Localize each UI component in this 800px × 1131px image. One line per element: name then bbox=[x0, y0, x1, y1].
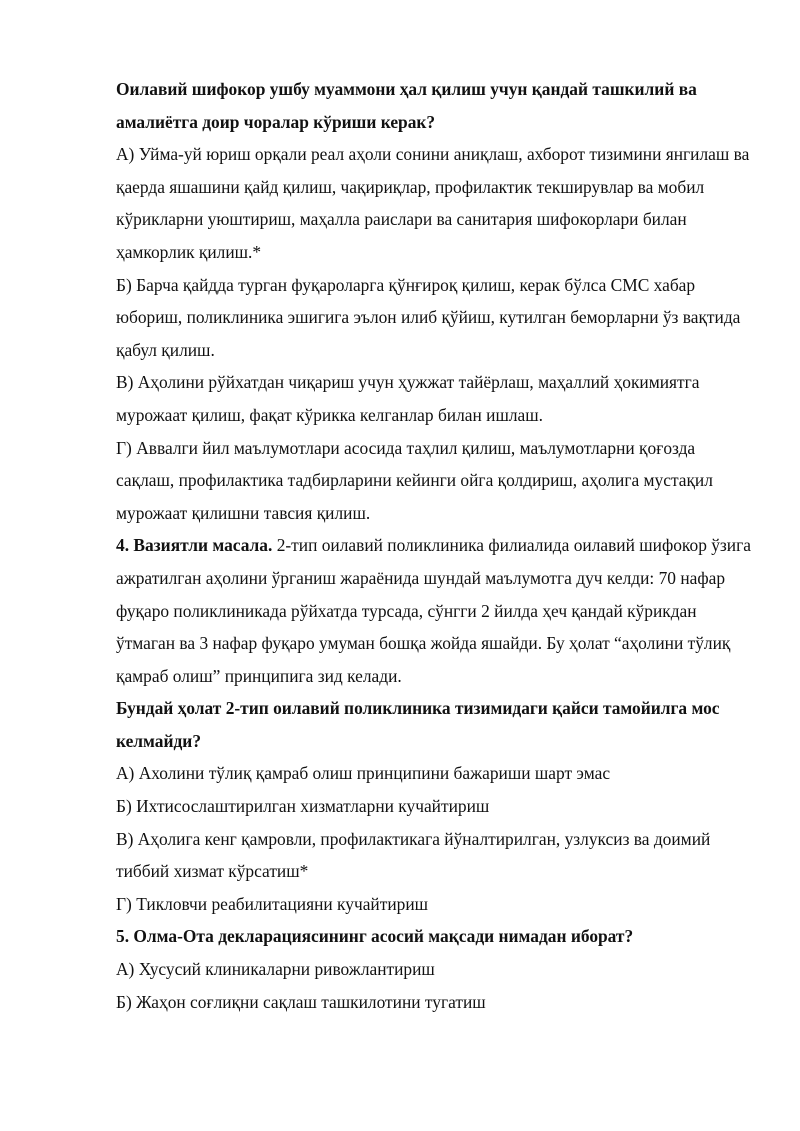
question-4-case-text: 2-тип оилавий поликлиника филиалида оилавий шифокор ўзига ажратилган аҳолини ўрганиш жараёнида шундай маълумотга дуч келди: 70 нафар фуқаро поликлиникада рўйхатда турсада, сўнгги 2 йилда ҳеч қандай кўрикдан ўтмаган ва 3 нафар фуқаро умуман бошқа жойда яшайди. Бу ҳолат “аҳолини тўлиқ қамраб олиш” принципига зид келади. bbox=[116, 535, 751, 686]
question-3-option-g: Г) Аввалги йил маълумотлари асосида таҳлил қилиш, маълумотларни қоғозда сақлаш, профилактика тадбирларини кейинги ойга қолдириш, аҳолига мустақил мурожаат қилишни тавсия қилиш. bbox=[116, 437, 713, 523]
question-4-title: 4. Вазиятли масала. bbox=[116, 535, 273, 556]
question-5-option-a: А) Хусусий клиникаларни ривожлантириш bbox=[116, 959, 435, 980]
question-4-option-v: В) Аҳолига кенг қамровли, профилактикага йўналтирилган, узлуксиз ва доимий тиббий хизмат кўрсатиш* bbox=[116, 828, 711, 882]
question-4-option-a: А) Ахолини тўлиқ қамраб олиш принципини бажариши шарт эмас bbox=[116, 763, 611, 784]
question-4-case bbox=[116, 529, 756, 692]
question-4-option-g: Г) Тикловчи реабилитацияни кучайтириш bbox=[116, 893, 429, 914]
question-5-option-b: Б) Жаҳон соғлиқни сақлаш ташкилотини тугатиш bbox=[116, 991, 486, 1012]
question-3-option-v: В) Аҳолини рўйхатдан чиқариш учун ҳужжат тайёрлаш, маҳаллий ҳокимиятга мурожаат қилиш, фақат кўрикка келганлар билан ишлаш. bbox=[116, 372, 700, 425]
question-3-text: Оилавий шифокор ушбу муаммони ҳал қилиш учун қандай ташкилий ва амалиётга доир чоралар кўриши керак? bbox=[116, 79, 697, 132]
question-3-option-a: А) Уйма-уй юриш орқали реал аҳоли сонини аниқлаш, ахборот тизимини янгилаш ва қаерда яшашини қайд қилиш, чақириқлар, профилактик текширувлар ва мобил кўрикларни уюштириш, маҳалла раислари ва санитария шифокорлари билан ҳамкорлик қилиш.* bbox=[116, 144, 750, 262]
question-4-option-b: Б) Ихтисослаштирилган хизматларни кучайтириш bbox=[116, 796, 490, 817]
document-page bbox=[116, 73, 756, 1018]
question-5-text: 5. Олма-Ота декларациясининг асосий мақсади нимадан иборат? bbox=[116, 926, 634, 947]
question-3-option-b: Б) Барча қайдда турган фуқароларга қўнғироқ қилиш, керак бўлса СМС хабар юбориш, поликлиника эшигига эълон илиб қўйиш, кутилган беморларни ўз вақтида қабул қилиш. bbox=[116, 274, 741, 360]
question-4-text: Бундай ҳолат 2-тип оилавий поликлиника тизимидаги қайси тамойилга мос келмайди? bbox=[116, 698, 720, 751]
